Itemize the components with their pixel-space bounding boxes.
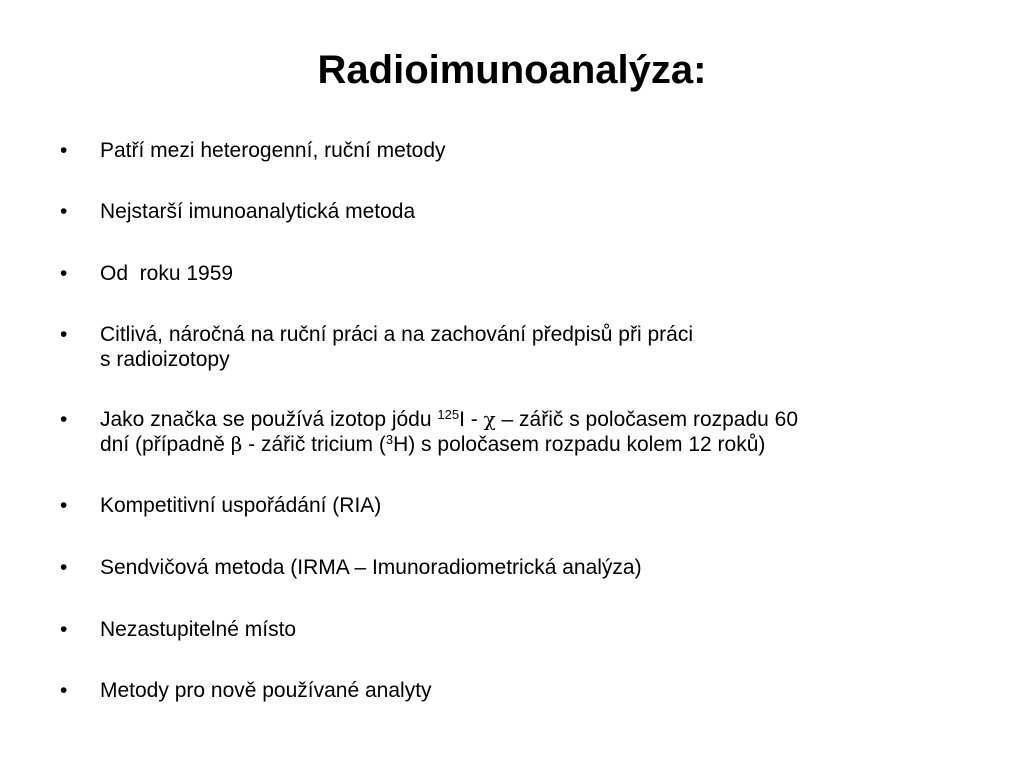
bullet-marker: • <box>60 139 68 162</box>
bullet-marker: • <box>60 200 68 223</box>
greek-beta-symbol: β <box>230 432 243 456</box>
bullet-text: Kompetitivní uspořádání (RIA) <box>100 494 382 517</box>
text-fragment: - zářič tricium ( <box>242 433 386 456</box>
bullet-text: Nezastupitelné místo <box>100 618 297 641</box>
bullet-marker: • <box>60 323 68 346</box>
isotope-mass-number: 125 <box>437 407 460 422</box>
bullet-marker: • <box>60 408 68 431</box>
greek-chi-symbol: χ <box>483 407 496 431</box>
text-fragment: dní (případně <box>100 433 231 456</box>
bullet-text-line <box>100 432 970 457</box>
bullet-text <box>100 407 970 457</box>
bullet-marker: • <box>60 262 68 285</box>
bullet-marker: • <box>60 618 68 641</box>
text-fragment: I - <box>459 408 484 431</box>
bullet-text: Metody pro nově používané analyty <box>100 679 432 702</box>
bullet-text <box>100 322 970 372</box>
bullet-text-line: s radioizotopy <box>100 348 230 371</box>
text-fragment: Jako značka se používá izotop jódu <box>100 408 438 431</box>
bullet-text: Patří mezi heterogenní, ruční metody <box>100 139 446 162</box>
bullet-marker: • <box>60 556 68 579</box>
text-fragment: H) s poločasem rozpadu kolem 12 roků) <box>393 433 766 456</box>
bullet-text-line <box>100 407 970 432</box>
bullet-text: Nejstarší imunoanalytická metoda <box>100 200 416 223</box>
bullet-text-line: Citlivá, náročná na ruční práci a na zachování předpisů při práci <box>100 323 693 346</box>
bullet-marker: • <box>60 494 68 517</box>
isotope-mass-number: 3 <box>385 432 394 447</box>
slide-title: Radioimunoanalýza: <box>317 48 707 92</box>
bullet-marker: • <box>60 679 68 702</box>
bullet-text: Od roku 1959 <box>100 262 234 285</box>
bullet-text: Sendvičová metoda (IRMA – Imunoradiometrická analýza) <box>100 556 642 579</box>
text-fragment: – zářič s poločasem rozpadu 60 <box>495 408 799 431</box>
